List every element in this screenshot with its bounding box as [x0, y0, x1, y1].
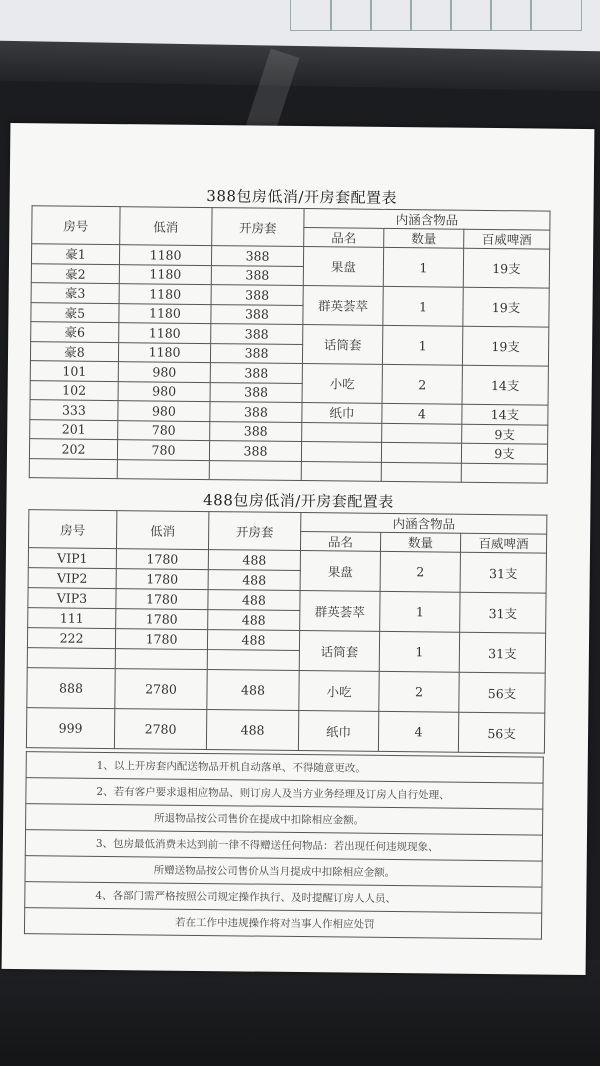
empty-cell	[117, 459, 209, 479]
table-row	[29, 458, 547, 483]
header-min-spend: 低消	[116, 511, 208, 550]
item-beer: 9支	[461, 443, 547, 463]
empty-cell	[301, 461, 381, 481]
min-spend-value: 980	[118, 362, 210, 382]
header-qty: 数量	[380, 532, 460, 552]
min-spend-value: 1780	[116, 609, 208, 630]
package-value: 388	[210, 382, 302, 402]
item-beer: 19支	[463, 287, 549, 327]
header-package: 开房套	[212, 208, 304, 247]
empty-cell	[302, 422, 382, 442]
package-value: 488	[206, 710, 298, 751]
room-number: VIP1	[28, 548, 116, 569]
item-name: 果盘	[303, 247, 383, 287]
note-line: 4、各部门需严格按照公司规定操作执行、及时提醒订房人人员、	[25, 882, 542, 913]
room-number: 豪5	[31, 302, 119, 322]
min-spend-value: 1180	[119, 264, 211, 284]
min-spend-value: 1780	[115, 629, 207, 650]
min-spend-value: 1180	[119, 284, 211, 304]
empty-cell	[207, 650, 299, 671]
min-spend-value: 2780	[115, 669, 207, 710]
package-value: 388	[210, 421, 302, 441]
item-qty: 2	[382, 364, 462, 404]
table-row	[26, 708, 544, 753]
item-qty: 4	[382, 403, 462, 423]
package-value: 388	[211, 265, 303, 285]
table-488-title: 488包房低消/开房套配置表	[203, 491, 394, 512]
header-qty: 数量	[384, 228, 464, 248]
package-value: 388	[211, 246, 303, 266]
package-value: 488	[208, 570, 300, 591]
empty-cell	[461, 463, 547, 483]
note-line: 3、包房最低消费未达到前一律不得赠送任何物品：若出现任何违规现象、	[25, 830, 542, 861]
item-beer: 56支	[459, 672, 545, 713]
header-min-spend: 低消	[120, 207, 212, 246]
min-spend-value: 980	[118, 381, 210, 401]
room-number: 888	[27, 668, 115, 709]
background-cell	[370, 0, 412, 31]
room-number: 999	[26, 708, 114, 749]
item-qty: 2	[379, 671, 459, 712]
min-spend-value: 1780	[116, 549, 208, 570]
table-488	[26, 509, 547, 753]
room-number: 111	[28, 608, 116, 629]
notes-table	[24, 751, 544, 939]
item-beer: 31支	[459, 632, 545, 673]
min-spend-value: 980	[118, 401, 210, 421]
room-number: 豪1	[31, 244, 119, 264]
item-beer: 19支	[462, 326, 548, 366]
min-spend-value: 1180	[119, 245, 211, 265]
note-line: 1、以上开房套内配送物品开机自动落单、不得随意更改。	[26, 752, 543, 783]
empty-cell	[381, 462, 461, 482]
item-qty: 1	[383, 286, 463, 326]
package-value: 388	[210, 402, 302, 422]
package-value: 488	[208, 610, 300, 631]
table-row	[27, 668, 545, 713]
empty-cell	[29, 458, 117, 478]
table-388	[29, 205, 551, 483]
background-document-cells	[280, 0, 600, 44]
note-line: 若在工作中违规操作将对当事人作相应处罚	[24, 908, 541, 939]
item-beer: 19支	[463, 248, 549, 288]
item-name: 纸巾	[302, 403, 382, 423]
background-cell	[450, 0, 492, 31]
min-spend-value: 1180	[119, 303, 211, 323]
package-value: 388	[209, 441, 301, 461]
table-388-title: 388包房低消/开房套配置表	[206, 187, 398, 208]
background-cell	[330, 0, 372, 31]
min-spend-value: 1780	[116, 569, 208, 590]
background-cell	[490, 0, 532, 31]
item-qty: 4	[378, 711, 458, 752]
item-name: 果盘	[300, 551, 380, 592]
package-value: 488	[208, 590, 300, 611]
empty-cell	[301, 442, 381, 462]
min-spend-value: 2780	[114, 709, 206, 750]
room-number: 201	[30, 419, 118, 439]
package-value: 388	[210, 343, 302, 363]
item-beer: 14支	[462, 365, 548, 405]
item-beer: 31支	[460, 552, 546, 593]
package-value: 488	[208, 550, 300, 571]
item-qty: 1	[382, 325, 462, 365]
item-name: 群英荟萃	[303, 286, 383, 326]
item-qty: 1	[380, 591, 460, 632]
min-spend-value: 1780	[116, 589, 208, 610]
room-number: 222	[27, 628, 115, 649]
header-beer: 百威啤酒	[460, 533, 546, 553]
room-number: 豪6	[31, 322, 119, 342]
header-room: 房号	[32, 206, 120, 245]
background-cell	[410, 0, 452, 31]
item-name: 话筒套	[299, 631, 379, 672]
package-value: 388	[211, 285, 303, 305]
room-number: VIP2	[28, 568, 116, 589]
min-spend-value: 780	[117, 440, 209, 460]
room-number: 333	[30, 400, 118, 420]
room-number: 豪2	[31, 263, 119, 283]
item-beer: 9支	[462, 424, 548, 444]
header-room: 房号	[28, 510, 116, 549]
background-floor	[0, 960, 600, 1066]
header-item: 品名	[304, 228, 384, 248]
room-number: 102	[30, 380, 118, 400]
item-beer: 56支	[458, 712, 544, 753]
package-value: 388	[211, 304, 303, 324]
item-name: 小吃	[299, 671, 379, 712]
min-spend-value: 1180	[118, 342, 210, 362]
header-package: 开房套	[208, 512, 300, 551]
item-beer: 31支	[460, 592, 546, 633]
note-line: 2、若有客户要求退相应物品、则订房人及当方业务经理及订房人自行处理、	[26, 778, 543, 809]
item-name: 纸巾	[298, 711, 378, 752]
item-name: 话筒套	[302, 325, 382, 365]
room-number: 101	[30, 361, 118, 381]
package-value: 488	[207, 630, 299, 651]
empty-cell	[382, 423, 462, 443]
room-number: 202	[29, 439, 117, 459]
background-cell	[290, 0, 332, 31]
min-spend-value: 1180	[119, 323, 211, 343]
package-value: 388	[211, 324, 303, 344]
paper-sheet	[2, 123, 595, 975]
note-line: 所赠送物品按公司售价从当月提成中扣除相应金额。	[25, 856, 542, 887]
room-number: VIP3	[28, 588, 116, 609]
room-number: 豪8	[30, 341, 118, 361]
item-qty: 1	[383, 247, 463, 287]
empty-cell	[381, 442, 461, 462]
header-contents: 内涵含物品	[304, 209, 550, 231]
background-cell	[530, 0, 582, 31]
item-name: 小吃	[302, 364, 382, 404]
item-qty: 1	[379, 631, 459, 672]
empty-cell	[209, 460, 301, 480]
item-qty: 2	[380, 551, 460, 592]
package-value: 388	[210, 363, 302, 383]
empty-cell	[115, 649, 207, 670]
item-name: 群英荟萃	[300, 591, 380, 632]
header-beer: 百威啤酒	[464, 229, 550, 249]
header-item: 品名	[300, 532, 380, 552]
note-line: 所退物品按公司售价在提成中扣除相应金额。	[26, 804, 543, 835]
empty-cell	[27, 648, 115, 669]
package-value: 488	[207, 670, 299, 711]
item-beer: 14支	[462, 404, 548, 424]
header-contents: 内涵含物品	[301, 513, 547, 535]
room-number: 豪3	[31, 283, 119, 303]
min-spend-value: 780	[118, 420, 210, 440]
